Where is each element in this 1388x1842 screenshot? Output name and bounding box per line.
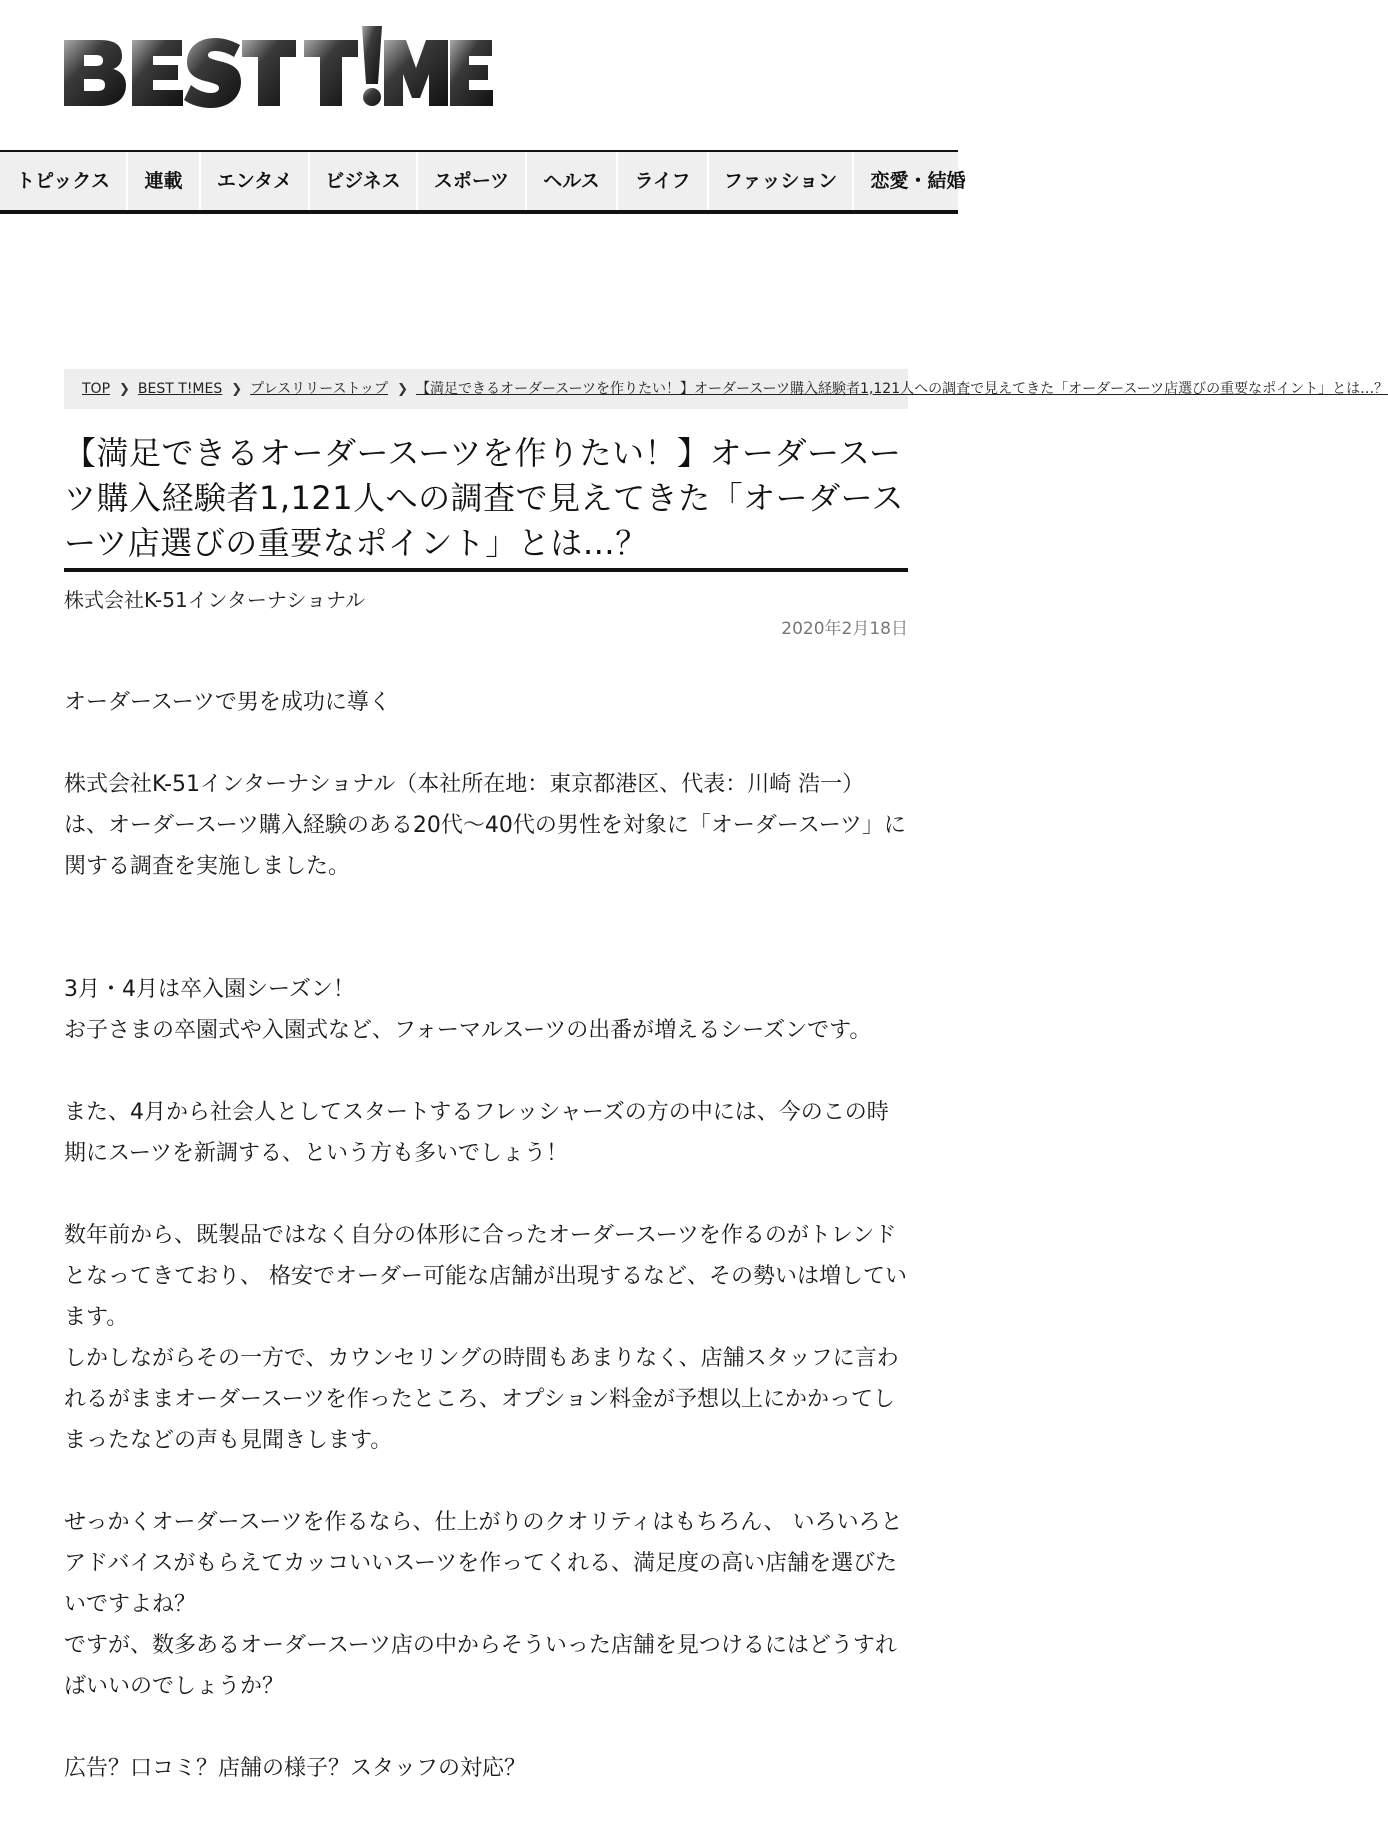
breadcrumb-top[interactable]: TOP <box>82 381 111 397</box>
article-body <box>64 682 908 1789</box>
article-paragraph: 3月・4月は卒入園シーズン！ <box>64 977 355 1002</box>
nav-item-topics[interactable]: トピックス <box>0 152 128 210</box>
chevron-right-icon: ❯ <box>397 382 408 397</box>
site-header <box>0 0 958 150</box>
breadcrumb <box>64 369 1388 409</box>
breadcrumb-best-times[interactable]: BEST T!MES <box>137 381 223 397</box>
nav-item-series[interactable]: 連載 <box>128 152 201 210</box>
chevron-right-icon: ❯ <box>231 382 243 397</box>
article-lead: オーダースーツで男を成功に導く <box>64 690 391 715</box>
article-paragraph: 株式会社K-51インターナショナル（本社所在地：東京都港区、代表：川崎 浩一）は、オーダースーツ購入経験のある20代〜40代の男性を対象に「オーダースーツ」に関する調査を実施しました。 <box>64 772 906 879</box>
nav-item-life[interactable]: ライフ <box>618 152 709 210</box>
article-paragraph: また、4月から社会人としてスタートするフレッシャーズの方の中には、今のこの時期にスーツを新調する、という方も多いでしょう！ <box>64 1100 889 1166</box>
article-paragraph: 数年前から、既製品ではなく自分の体形に合ったオーダースーツを作るのがトレンドとなってきており、 格安でオーダー可能な店舗が出現するなど、その勢いは増しています。 <box>64 1223 907 1330</box>
nav-item-sports[interactable]: スポーツ <box>418 152 527 210</box>
global-nav <box>0 150 966 214</box>
best-times-logo[interactable] <box>64 24 504 110</box>
article-date: 2020年2月18日 <box>781 619 908 639</box>
ad-space <box>64 216 908 356</box>
breadcrumb-press-release-top[interactable]: プレスリリーストップ <box>250 381 389 397</box>
article-title: 【満足できるオーダースーツを作りたい！】オーダースーツ購入経験者1,121人への調査で見えてきた「オーダースーツ店選びの重要なポイント」とは…？ <box>64 431 908 572</box>
nav-item-love-marriage[interactable]: 恋愛・結婚 <box>854 152 984 210</box>
article-paragraph: お子さまの卒園式や入園式など、フォーマルスーツの出番が増えるシーズンです。 <box>64 1018 872 1043</box>
nav-item-entertainment[interactable]: エンタメ <box>201 152 310 210</box>
article-paragraph: ですが、数多あるオーダースーツ店の中からそういった店舗を見つけるにはどうすればいいのでしょうか？ <box>64 1633 897 1699</box>
breadcrumb-current-article[interactable]: 【満足できるオーダースーツを作りたい！】オーダースーツ購入経験者1,121人への調査で見えてきた「オーダースーツ店選びの重要なポイント」とは…？ <box>415 381 1388 397</box>
nav-item-business[interactable]: ビジネス <box>310 152 418 210</box>
article-paragraph: しかしながらその一方で、カウンセリングの時間もあまりなく、店舗スタッフに言われるがままオーダースーツを作ったところ、オプション料金が予想以上にかかってしまったなどの声も見聞きします。 <box>64 1346 899 1453</box>
article-publisher: 株式会社K-51インターナショナル <box>64 588 366 612</box>
nav-item-fashion[interactable]: ファッション <box>709 152 854 210</box>
nav-item-health[interactable]: ヘルス <box>527 152 618 210</box>
article-paragraph: 広告？口コミ？店舗の様子？スタッフの対応？ <box>64 1756 527 1781</box>
article-paragraph: せっかくオーダースーツを作るなら、仕上がりのクオリティはもちろん、 いろいろとアドバイスがもらえてカッコいいスーツを作ってくれる、満足度の高い店舗を選びたいですよね？ <box>64 1510 903 1617</box>
chevron-right-icon: ❯ <box>119 382 130 397</box>
